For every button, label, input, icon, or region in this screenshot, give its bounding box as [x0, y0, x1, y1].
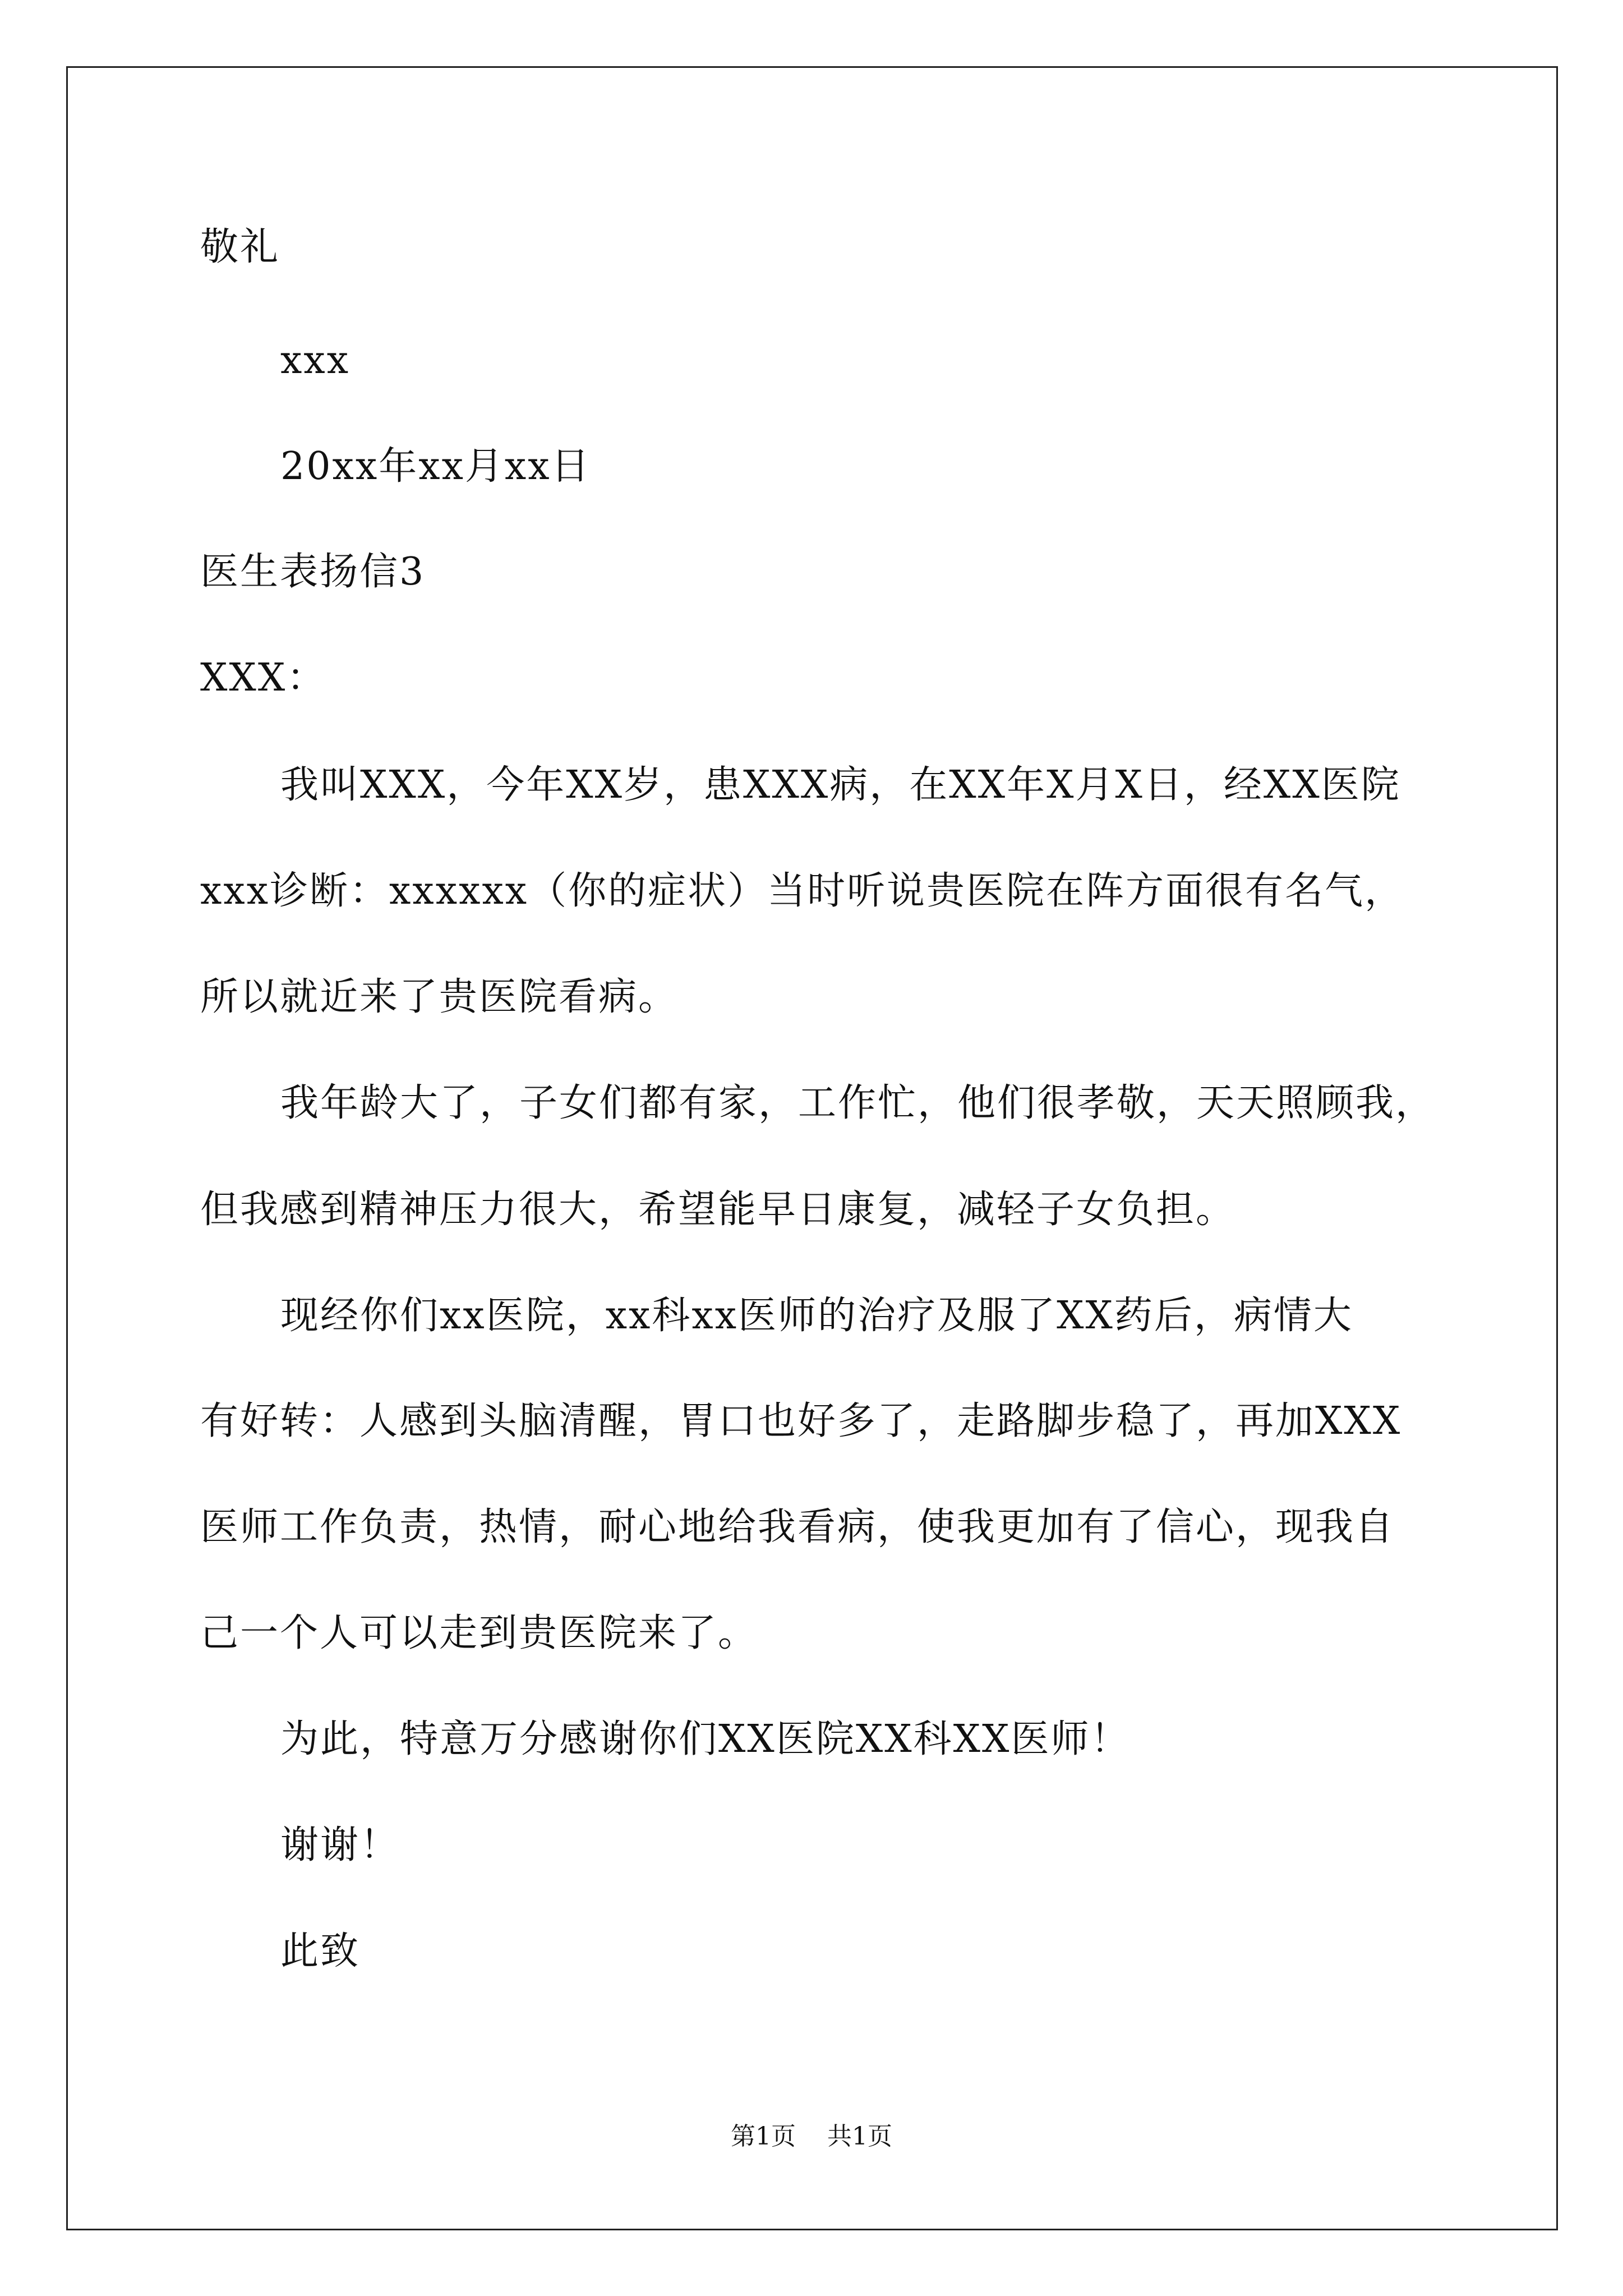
paragraph-line: 我叫XXX，今年XX岁，患XXX病，在XX年X月X日，经XX医院 — [280, 763, 1401, 807]
paragraph-line: xxx诊断：xxxxxx（你的症状）当时听说贵医院在阵方面很有名气， — [200, 869, 1405, 913]
closing-salutation: 敬礼 — [200, 225, 280, 269]
page-total: 共1页 — [827, 2122, 892, 2151]
paragraph-line: 有好转：人感到头脑清醒，胃口也好多了，走路脚步稳了，再加XXX — [200, 1399, 1402, 1443]
page-footer — [0, 2124, 1623, 2149]
paragraph-line: 谢谢！ — [280, 1823, 400, 1867]
paragraph-line: 己一个人可以走到贵医院来了。 — [200, 1611, 758, 1655]
paragraph-line: 但我感到精神压力很大，希望能早日康复，减轻子女负担。 — [200, 1188, 1236, 1232]
paragraph-line: 现经你们xx医院，xx科xx医师的治疗及服了XX药后，病情大 — [280, 1294, 1353, 1338]
paragraph-line: 医师工作负责，热情，耐心地给我看病，使我更加有了信心，现我自 — [200, 1505, 1395, 1549]
signature-name: xxx — [280, 338, 351, 383]
paragraph-line: 此致 — [280, 1929, 361, 1973]
letter-greeting: XXX： — [200, 656, 327, 700]
paragraph-line: 所以就近来了贵医院看病。 — [200, 975, 679, 1019]
signature-date: 20xx年xx月xx日 — [280, 444, 591, 489]
page-border — [66, 66, 1558, 2230]
section-title: 医生表扬信3 — [200, 550, 426, 594]
paragraph-line: 我年龄大了，子女们都有家，工作忙，他们很孝敬，天天照顾我， — [280, 1081, 1436, 1125]
paragraph-line: 为此，特意万分感谢你们XX医院XX科XX医师！ — [280, 1717, 1131, 1761]
page-number: 第1页 — [731, 2122, 796, 2151]
